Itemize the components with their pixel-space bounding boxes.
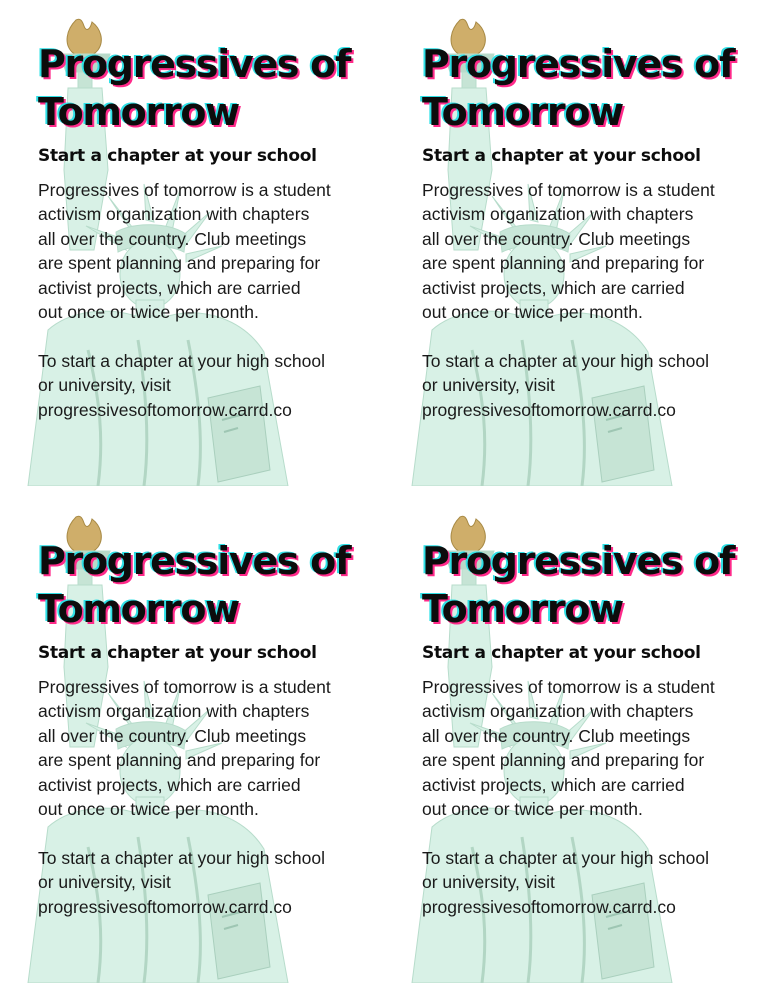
description-line: all over the country. Club meetings — [422, 725, 691, 746]
call-to-action-line: progressivesoftomorrow.carrd.co — [38, 896, 292, 917]
title-line-2: Tomorrow — [38, 90, 239, 134]
call-to-action-line: progressivesoftomorrow.carrd.co — [422, 399, 676, 420]
description-line: activism organization with chapters — [422, 701, 694, 722]
flyer-card-3 — [0, 497, 384, 983]
call-to-action-line: To start a chapter at your high school — [38, 350, 325, 371]
call-to-action-line: progressivesoftomorrow.carrd.co — [422, 896, 676, 917]
title-line-1: Progressives of — [38, 539, 351, 583]
description-paragraph — [38, 178, 378, 324]
description-line: activist projects, which are carried — [38, 277, 301, 298]
description-paragraph — [38, 675, 378, 821]
description-line: activism organization with chapters — [38, 701, 310, 722]
description-line: activist projects, which are carried — [422, 774, 685, 795]
flyer-subtitle: Start a chapter at your school — [38, 643, 317, 663]
description-line: are spent planning and preparing for — [422, 750, 705, 771]
flyer-card-1 — [0, 0, 384, 486]
description-line: Progressives of tomorrow is a student — [38, 677, 331, 697]
description-line: are spent planning and preparing for — [38, 750, 321, 771]
title-line-2: Tomorrow — [38, 587, 239, 631]
call-to-action-paragraph — [38, 846, 378, 919]
call-to-action-line: To start a chapter at your high school — [422, 350, 709, 371]
description-paragraph — [422, 178, 762, 324]
flyer-subtitle: Start a chapter at your school — [422, 146, 701, 166]
call-to-action-line: To start a chapter at your high school — [38, 847, 325, 868]
flyer-content — [38, 537, 378, 919]
call-to-action-paragraph — [422, 349, 762, 422]
flyer-title — [422, 40, 762, 136]
flyer-title — [422, 537, 762, 633]
description-line: activism organization with chapters — [38, 204, 310, 225]
flyer-card-2 — [384, 0, 768, 486]
description-line: Progressives of tomorrow is a student — [38, 180, 331, 200]
title-line-2: Tomorrow — [422, 90, 623, 134]
title-line-1: Progressives of — [38, 42, 351, 86]
description-line: all over the country. Club meetings — [38, 228, 307, 249]
description-line: are spent planning and preparing for — [422, 253, 705, 274]
description-line: activist projects, which are carried — [38, 774, 301, 795]
flyer-content — [422, 537, 762, 919]
description-line: Progressives of tomorrow is a student — [422, 180, 715, 200]
description-line: out once or twice per month. — [38, 799, 259, 820]
call-to-action-line: or university, visit — [422, 375, 555, 396]
call-to-action-paragraph — [38, 349, 378, 422]
title-line-1: Progressives of — [422, 539, 735, 583]
flyer-title — [38, 40, 378, 136]
title-line-2: Tomorrow — [422, 587, 623, 631]
description-line: Progressives of tomorrow is a student — [422, 677, 715, 697]
flyer-content — [422, 40, 762, 422]
description-line: out once or twice per month. — [422, 799, 643, 820]
call-to-action-line: or university, visit — [422, 872, 555, 893]
call-to-action-line: or university, visit — [38, 375, 171, 396]
title-line-1: Progressives of — [422, 42, 735, 86]
flyer-subtitle: Start a chapter at your school — [422, 643, 701, 663]
description-line: all over the country. Club meetings — [422, 228, 691, 249]
description-line: out once or twice per month. — [38, 302, 259, 323]
call-to-action-line: To start a chapter at your high school — [422, 847, 709, 868]
flyer-title — [38, 537, 378, 633]
flyer-content — [38, 40, 378, 422]
call-to-action-paragraph — [422, 846, 762, 919]
flyer-card-4 — [384, 497, 768, 983]
flyer-subtitle: Start a chapter at your school — [38, 146, 317, 166]
description-line: all over the country. Club meetings — [38, 725, 307, 746]
description-line: are spent planning and preparing for — [38, 253, 321, 274]
call-to-action-line: progressivesoftomorrow.carrd.co — [38, 399, 292, 420]
description-paragraph — [422, 675, 762, 821]
description-line: activism organization with chapters — [422, 204, 694, 225]
description-line: out once or twice per month. — [422, 302, 643, 323]
call-to-action-line: or university, visit — [38, 872, 171, 893]
description-line: activist projects, which are carried — [422, 277, 685, 298]
